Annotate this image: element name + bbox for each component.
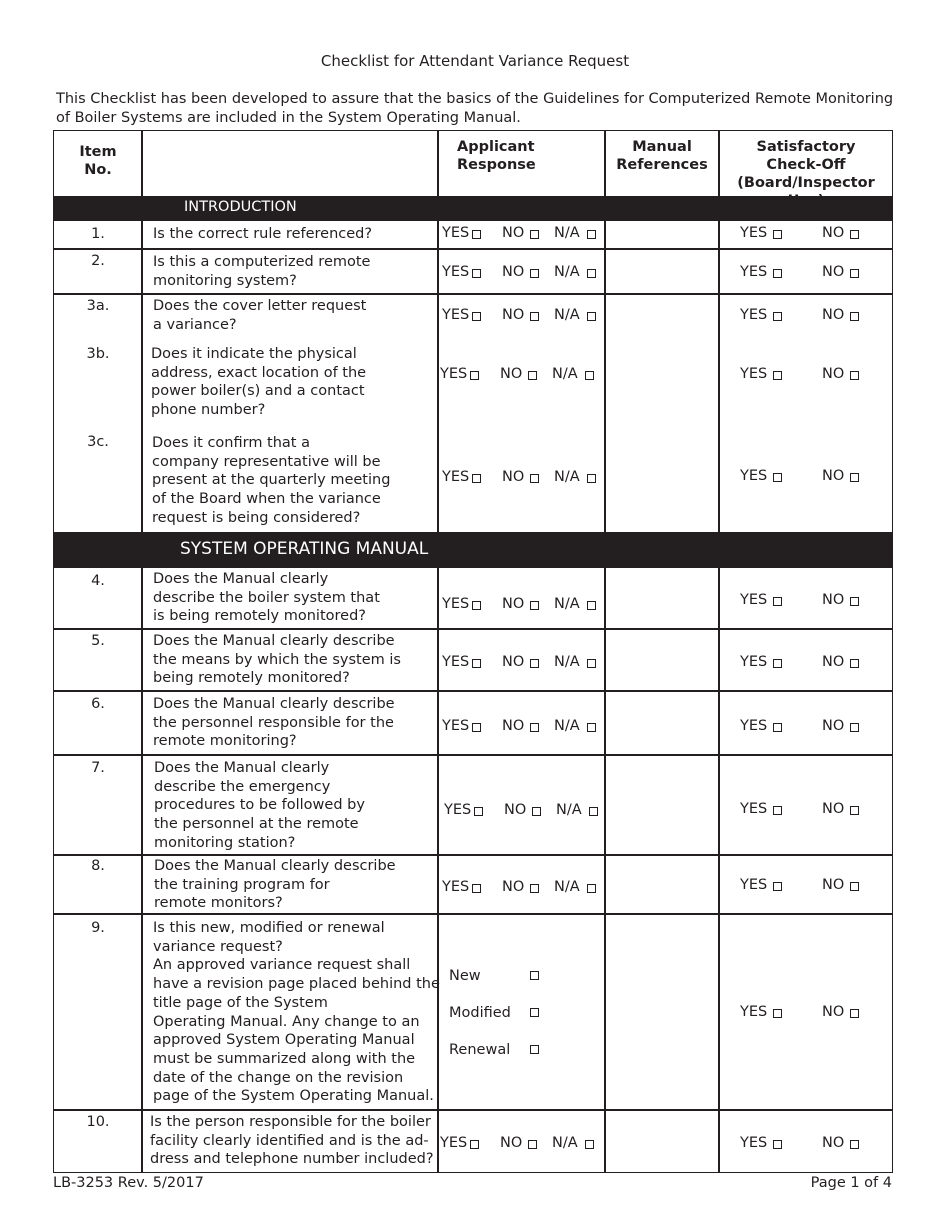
section-system-manual-label: SYSTEM OPERATING MANUAL (180, 539, 429, 559)
satisfactory-checkoff-group (740, 801, 890, 821)
header-applicant-line1: Applicant (457, 139, 535, 155)
satisfactory-checkoff-group (740, 225, 890, 245)
yes-checkbox[interactable] (472, 601, 481, 610)
no-checkbox[interactable] (528, 371, 537, 380)
na-label: N/A (554, 264, 580, 280)
na-checkbox[interactable] (587, 269, 596, 278)
na-checkbox[interactable] (589, 807, 598, 816)
item-number: 8. (91, 858, 105, 874)
na-checkbox[interactable] (587, 723, 596, 732)
item-number: 10. (86, 1114, 110, 1130)
applicant-response-group (440, 366, 600, 386)
no-label: NO (502, 469, 525, 485)
checkoff-yes-label: YES (740, 1135, 768, 1151)
satisfactory-checkoff-group (740, 592, 890, 612)
checkoff-no-checkbox[interactable] (850, 473, 859, 482)
header-manual-references (606, 138, 718, 174)
yes-label: YES (442, 469, 470, 485)
page-title: Checklist for Attendant Variance Request (320, 52, 630, 70)
checkoff-yes-checkbox[interactable] (773, 882, 782, 891)
question-line: title page of the System (153, 994, 328, 1011)
item-question (154, 759, 365, 853)
yes-checkbox[interactable] (472, 230, 481, 239)
na-checkbox[interactable] (587, 884, 596, 893)
applicant-response-group (442, 469, 602, 489)
item-question (153, 570, 380, 626)
checkoff-no-label: NO (822, 1135, 845, 1151)
no-checkbox[interactable] (530, 269, 539, 278)
option-renewal-label: Renewal (449, 1042, 511, 1058)
question-line: company representative will be (152, 453, 381, 470)
checkoff-yes-checkbox[interactable] (773, 269, 782, 278)
no-label: NO (502, 879, 525, 895)
question-line: Does the Manual clearly (153, 571, 329, 587)
checkoff-no-checkbox[interactable] (850, 1009, 859, 1018)
question-line: An approved variance request shall (153, 957, 411, 974)
column-divider (718, 131, 720, 1172)
yes-checkbox[interactable] (472, 884, 481, 893)
row-divider (54, 690, 892, 692)
header-item-no-line2: No. (84, 162, 112, 178)
no-checkbox[interactable] (530, 230, 539, 239)
row-divider (54, 293, 892, 295)
question-line: date of the change on the revision (153, 1069, 404, 1086)
no-checkbox[interactable] (528, 1140, 537, 1149)
applicant-response-group (442, 718, 602, 738)
checkoff-no-label: NO (822, 718, 845, 734)
yes-label: YES (442, 654, 470, 670)
checkoff-yes-label: YES (740, 366, 768, 382)
no-checkbox[interactable] (530, 312, 539, 321)
applicant-response-group (442, 879, 602, 899)
no-checkbox[interactable] (530, 474, 539, 483)
checkoff-yes-checkbox[interactable] (773, 723, 782, 732)
checkoff-no-label: NO (822, 225, 845, 241)
option-renewal-checkbox[interactable] (530, 1045, 539, 1054)
no-label: NO (502, 718, 525, 734)
question-line: dress and telephone number included? (150, 1151, 434, 1168)
header-sat-line2: Check-Off (766, 157, 846, 173)
row-divider (54, 1109, 892, 1111)
checkoff-no-label: NO (822, 877, 845, 893)
yes-checkbox[interactable] (470, 371, 479, 380)
question-line: Does the Manual clearly (154, 760, 330, 776)
item-number: 3c. (87, 434, 109, 450)
row-divider (54, 628, 892, 630)
checkoff-yes-checkbox[interactable] (773, 371, 782, 380)
question-line: the personnel at the remote (154, 816, 359, 833)
yes-label: YES (440, 366, 468, 382)
row-divider (54, 219, 892, 221)
question-line: Does the Manual clearly describe (153, 633, 395, 649)
section-system-operating-manual (54, 532, 892, 568)
satisfactory-checkoff-group (740, 718, 890, 738)
checkoff-yes-label: YES (740, 592, 768, 608)
no-label: NO (502, 225, 525, 241)
checkoff-yes-checkbox[interactable] (773, 473, 782, 482)
question-line: Does the Manual clearly describe (154, 858, 396, 874)
yes-label: YES (442, 879, 470, 895)
checkoff-no-label: NO (822, 801, 845, 817)
question-line: phone number? (151, 402, 266, 419)
applicant-response-group (442, 225, 602, 245)
satisfactory-checkoff-group (740, 654, 890, 674)
na-checkbox[interactable] (587, 659, 596, 668)
question-line: power boiler(s) and a contact (151, 383, 365, 400)
item-question (153, 297, 366, 334)
yes-label: YES (442, 596, 470, 612)
header-item-no-line1: Item (79, 144, 117, 160)
page-number: Page 1 of 4 (810, 1175, 892, 1191)
na-label: N/A (554, 654, 580, 670)
question-line: is being remotely monitored? (153, 608, 366, 625)
no-checkbox[interactable] (530, 601, 539, 610)
header-manual-line1: Manual (632, 139, 692, 155)
no-label: NO (504, 802, 527, 818)
na-checkbox[interactable] (587, 312, 596, 321)
checkoff-no-checkbox[interactable] (850, 1140, 859, 1149)
question-line: remote monitors? (154, 895, 283, 912)
na-label: N/A (552, 1135, 578, 1151)
item-question (153, 225, 372, 244)
question-line: must be summarized along with the (153, 1050, 416, 1067)
question-line: Does the Manual clearly describe (153, 696, 395, 712)
checkoff-yes-label: YES (740, 307, 768, 323)
na-checkbox[interactable] (585, 1140, 594, 1149)
question-line: procedures to be followed by (154, 797, 365, 814)
row-divider (54, 754, 892, 756)
no-label: NO (500, 366, 523, 382)
form-number: LB-3253 Rev. 5/2017 (53, 1175, 204, 1191)
na-label: N/A (554, 469, 580, 485)
satisfactory-checkoff-group (740, 1135, 890, 1155)
na-label: N/A (554, 225, 580, 241)
question-line: Does the cover letter request (153, 298, 367, 314)
question-line: address, exact location of the (151, 364, 367, 381)
item-question (153, 632, 401, 688)
no-label: NO (502, 654, 525, 670)
applicant-response-group (442, 654, 602, 674)
yes-checkbox[interactable] (472, 474, 481, 483)
question-line: of the Board when the variance (152, 491, 381, 508)
checkoff-no-checkbox[interactable] (850, 312, 859, 321)
yes-checkbox[interactable] (472, 659, 481, 668)
yes-checkbox[interactable] (474, 807, 483, 816)
checkoff-yes-checkbox[interactable] (773, 230, 782, 239)
yes-label: YES (442, 718, 470, 734)
option-modified-label: Modified (449, 1005, 511, 1021)
checkoff-yes-checkbox[interactable] (773, 312, 782, 321)
checkoff-no-label: NO (822, 1004, 845, 1020)
question-line: the means by which the system is (153, 651, 401, 668)
question-line: have a revision page placed behind the (153, 976, 440, 993)
item-question (153, 253, 370, 290)
na-label: N/A (554, 307, 580, 323)
question-line: facility clearly identified and is the ad- (150, 1132, 429, 1149)
checkoff-yes-label: YES (740, 801, 768, 817)
no-label: NO (502, 264, 525, 280)
applicant-response-group (442, 596, 602, 616)
checkoff-no-checkbox[interactable] (850, 806, 859, 815)
na-checkbox[interactable] (585, 371, 594, 380)
checkoff-no-label: NO (822, 307, 845, 323)
item-number: 7. (91, 760, 105, 776)
checkoff-yes-label: YES (740, 264, 768, 280)
na-checkbox[interactable] (587, 230, 596, 239)
checkoff-no-checkbox[interactable] (850, 723, 859, 732)
checkoff-yes-label: YES (740, 1004, 768, 1020)
checkoff-no-label: NO (822, 264, 845, 280)
item-question (151, 345, 366, 420)
header-sat-line1: Satisfactory (756, 139, 856, 155)
checkoff-yes-label: YES (740, 654, 768, 670)
applicant-response-group (440, 1135, 600, 1155)
na-label: N/A (552, 366, 578, 382)
question-line: Is the person responsible for the boiler (150, 1114, 431, 1130)
satisfactory-checkoff-group (740, 307, 890, 327)
item-number: 5. (91, 633, 105, 649)
yes-label: YES (442, 264, 470, 280)
yes-label: YES (440, 1135, 468, 1151)
question-line: being remotely monitored? (153, 670, 350, 687)
no-checkbox[interactable] (530, 659, 539, 668)
checkoff-yes-checkbox[interactable] (773, 806, 782, 815)
question-line: describe the emergency (154, 778, 331, 795)
question-line: Does it confirm that a (152, 435, 310, 451)
yes-checkbox[interactable] (472, 723, 481, 732)
question-line: page of the System Operating Manual. (153, 1088, 434, 1105)
checkoff-yes-label: YES (740, 468, 768, 484)
no-label: NO (500, 1135, 523, 1151)
na-checkbox[interactable] (587, 601, 596, 610)
question-line: Is the correct rule referenced? (153, 226, 373, 242)
satisfactory-checkoff-group (740, 366, 890, 386)
satisfactory-checkoff-group (740, 264, 890, 284)
na-label: N/A (554, 879, 580, 895)
yes-checkbox[interactable] (472, 312, 481, 321)
yes-label: YES (442, 225, 470, 241)
header-manual-line2: References (616, 157, 708, 173)
option-new-label: New (449, 968, 481, 984)
question-line: monitoring system? (153, 272, 297, 289)
question-line: the personnel responsible for the (153, 714, 394, 731)
question-line: present at the quarterly meeting (152, 472, 391, 489)
option-modified-checkbox[interactable] (530, 1008, 539, 1017)
checklist-table (53, 130, 893, 1173)
na-label: N/A (554, 718, 580, 734)
checkoff-yes-label: YES (740, 718, 768, 734)
item-number: 3a. (86, 298, 110, 314)
yes-checkbox[interactable] (472, 269, 481, 278)
intro-paragraph: This Checklist has been developed to assure that the basics of the Guidelines for Computerized Remote Monitoring of Boiler Systems are included in the System Operating Manual. (56, 91, 894, 126)
item-question (153, 919, 440, 1106)
satisfactory-checkoff-group (740, 1004, 890, 1024)
item-number: 4. (91, 573, 105, 589)
item-number: 9. (91, 920, 105, 936)
na-label: N/A (554, 596, 580, 612)
item-number: 6. (91, 696, 105, 712)
checkoff-no-checkbox[interactable] (850, 882, 859, 891)
no-label: NO (502, 307, 525, 323)
option-new-checkbox[interactable] (530, 971, 539, 980)
item-number: 3b. (86, 346, 110, 362)
question-line: monitoring station? (154, 834, 296, 851)
applicant-response-group (442, 307, 602, 327)
question-line: variance request? (153, 938, 283, 955)
item-question (153, 695, 395, 751)
question-line: approved System Operating Manual (153, 1032, 415, 1049)
column-divider (604, 131, 606, 1172)
applicant-response-group (442, 264, 602, 284)
no-label: NO (502, 596, 525, 612)
yes-label: YES (442, 307, 470, 323)
checkoff-yes-label: YES (740, 225, 768, 241)
checkoff-yes-checkbox[interactable] (773, 597, 782, 606)
header-item-no (54, 143, 142, 179)
question-line: the training program for (154, 876, 330, 893)
question-line: a variance? (153, 316, 237, 333)
item-question (154, 857, 396, 913)
checkoff-no-checkbox[interactable] (850, 597, 859, 606)
question-line: Operating Manual. Any change to an (153, 1013, 420, 1030)
item-question (152, 434, 390, 528)
satisfactory-checkoff-group (740, 877, 890, 897)
checkoff-no-checkbox[interactable] (850, 371, 859, 380)
row-divider (54, 854, 892, 856)
row-divider (54, 913, 892, 915)
header-applicant-response (457, 138, 536, 174)
checkoff-no-checkbox[interactable] (850, 659, 859, 668)
question-line: Is this new, modified or renewal (153, 920, 385, 936)
question-line: remote monitoring? (153, 733, 297, 750)
checkoff-no-label: NO (822, 592, 845, 608)
satisfactory-checkoff-group (740, 468, 890, 488)
question-line: Does it indicate the physical (151, 346, 357, 362)
column-divider (141, 131, 143, 1172)
checkoff-yes-checkbox[interactable] (773, 659, 782, 668)
na-checkbox[interactable] (587, 474, 596, 483)
section-introduction (54, 196, 892, 220)
item-question (150, 1113, 434, 1169)
yes-label: YES (444, 802, 472, 818)
checkoff-no-label: NO (822, 468, 845, 484)
question-line: request is being considered? (152, 509, 361, 526)
row-divider (54, 248, 892, 250)
yes-checkbox[interactable] (470, 1140, 479, 1149)
item-number: 2. (91, 253, 105, 269)
checkoff-yes-checkbox[interactable] (773, 1009, 782, 1018)
checkoff-no-label: NO (822, 654, 845, 670)
header-applicant-line2: Response (457, 157, 536, 173)
no-checkbox[interactable] (532, 807, 541, 816)
applicant-response-group (444, 802, 604, 822)
checkoff-yes-label: YES (740, 877, 768, 893)
checkoff-yes-checkbox[interactable] (773, 1140, 782, 1149)
checkoff-no-checkbox[interactable] (850, 269, 859, 278)
checkoff-no-label: NO (822, 366, 845, 382)
no-checkbox[interactable] (530, 723, 539, 732)
question-line: Is this a computerized remote (153, 254, 371, 270)
question-line: describe the boiler system that (153, 589, 380, 606)
item-number: 1. (91, 226, 105, 242)
no-checkbox[interactable] (530, 884, 539, 893)
header-sat-line3: (Board/Inspector (737, 175, 875, 191)
section-introduction-label: INTRODUCTION (184, 199, 297, 215)
na-label: N/A (556, 802, 582, 818)
checkoff-no-checkbox[interactable] (850, 230, 859, 239)
